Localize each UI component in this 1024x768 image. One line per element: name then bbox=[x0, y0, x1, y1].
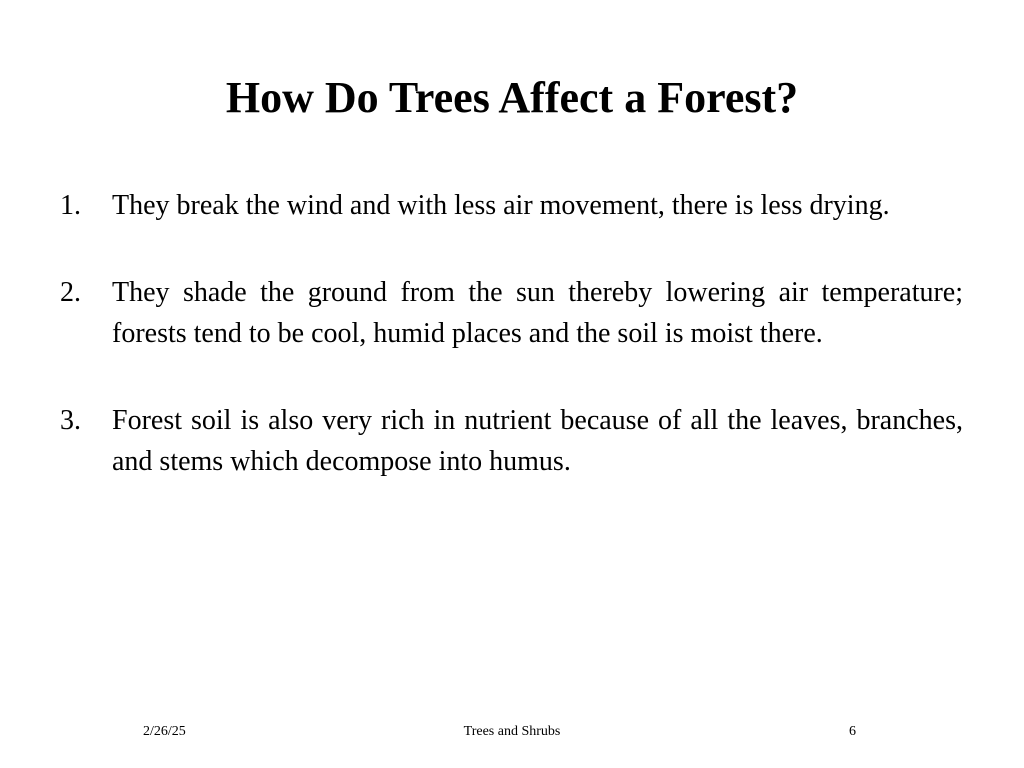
footer-title: Trees and Shrubs bbox=[463, 724, 561, 739]
list-item bbox=[60, 272, 963, 354]
bullet-text: Forest soil is also very rich in nutrient because of all the leaves, branches, and stems which decompose into humus. bbox=[112, 405, 963, 477]
bullet-number: 3. bbox=[60, 405, 81, 436]
bullet-number: 1. bbox=[60, 190, 81, 221]
footer-date: 2/26/25 bbox=[143, 724, 186, 739]
bullet-number: 2. bbox=[60, 277, 81, 308]
list-item bbox=[60, 400, 963, 482]
bullet-text: They break the wind and with less air movement, there is less drying. bbox=[112, 190, 890, 221]
slide-title: How Do Trees Affect a Forest? bbox=[225, 73, 799, 122]
bullet-list bbox=[60, 185, 963, 528]
list-item bbox=[60, 185, 963, 226]
footer-page-number: 6 bbox=[849, 724, 856, 739]
bullet-text: They shade the ground from the sun thereby lowering air temperature; forests tend to be cool, humid places and the soil is moist there. bbox=[112, 277, 963, 349]
